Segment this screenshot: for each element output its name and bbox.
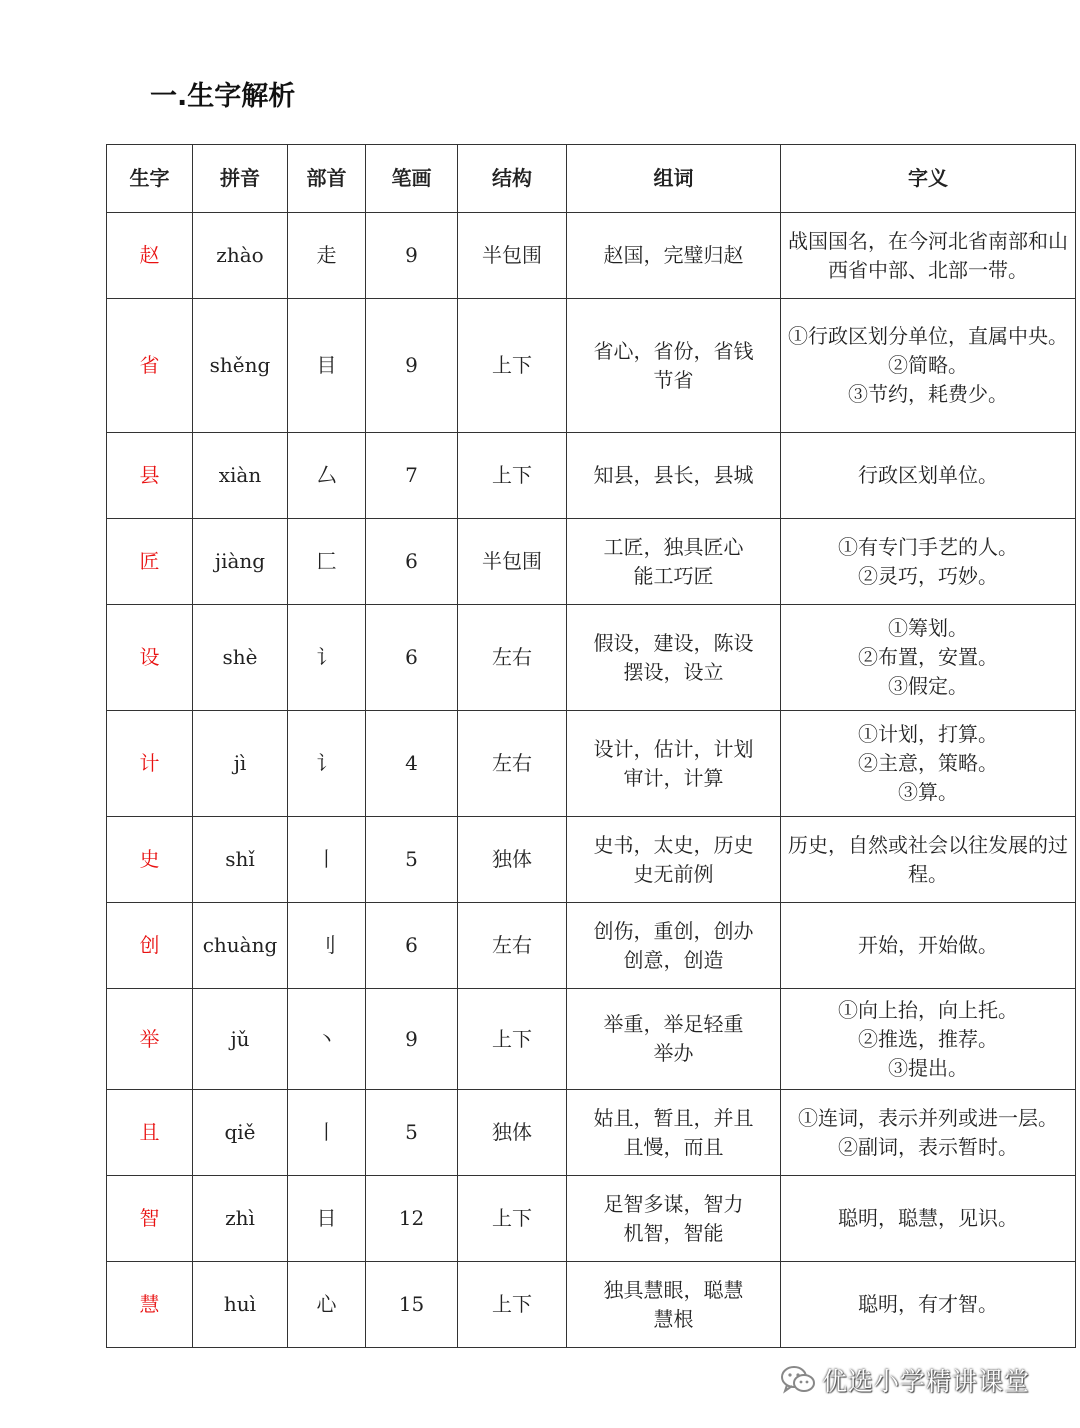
table-row — [107, 1176, 1076, 1262]
meaning-cell — [781, 605, 1076, 711]
table-body — [107, 213, 1076, 1348]
word-line: 摆设，设立 — [623, 659, 724, 684]
table-row — [107, 903, 1076, 989]
meaning-line: ①连词，表示并列或进一层。 — [798, 1105, 1058, 1130]
words-cell — [567, 711, 781, 817]
structure-cell: 独体 — [458, 1090, 567, 1176]
meaning-cell — [781, 519, 1076, 605]
pinyin-cell: jǔ — [193, 989, 288, 1090]
pinyin-cell: xiàn — [193, 433, 288, 519]
radical-cell: 走 — [288, 213, 366, 299]
word-line: 审计，计算 — [623, 765, 724, 790]
meaning-cell — [781, 903, 1076, 989]
word-line: 能工巧匠 — [633, 563, 714, 588]
meaning-line: ①计划，打算。 — [858, 722, 998, 746]
words-cell — [567, 817, 781, 903]
meaning-line: ③提出。 — [888, 1055, 968, 1080]
meaning-line: ③假定。 — [888, 674, 968, 698]
meaning-line: ②布置，安置。 — [858, 645, 998, 669]
pinyin-cell: shè — [193, 605, 288, 711]
structure-cell: 左右 — [458, 903, 567, 989]
header-meaning: 字义 — [781, 145, 1076, 213]
table-row — [107, 711, 1076, 817]
table-row — [107, 1262, 1076, 1348]
table-row — [107, 519, 1076, 605]
meaning-cell — [781, 299, 1076, 433]
meaning-cell — [781, 1262, 1076, 1348]
word-line: 知县，县长，县城 — [593, 463, 754, 487]
meaning-line: ②推选，推荐。 — [858, 1026, 998, 1051]
header-radical: 部首 — [288, 145, 366, 213]
header-strokes: 笔画 — [366, 145, 458, 213]
pinyin-cell: zhào — [193, 213, 288, 299]
words-cell — [567, 1090, 781, 1176]
character-cell: 举 — [107, 989, 193, 1090]
radical-cell: 丶 — [288, 989, 366, 1090]
character-cell: 慧 — [107, 1262, 193, 1348]
strokes-cell: 7 — [366, 433, 458, 519]
word-line: 举重，举足轻重 — [603, 1012, 744, 1036]
strokes-cell: 12 — [366, 1176, 458, 1262]
word-line: 创伤，重创，创办 — [593, 918, 754, 943]
structure-cell: 半包围 — [458, 519, 567, 605]
meaning-cell — [781, 433, 1076, 519]
radical-cell: 目 — [288, 299, 366, 433]
word-line: 足智多谋，智力 — [603, 1191, 744, 1216]
header-structure: 结构 — [458, 145, 567, 213]
meaning-line: ①筹划。 — [888, 616, 968, 640]
word-line: 且慢，而且 — [623, 1134, 724, 1159]
pinyin-cell: jì — [193, 711, 288, 817]
words-cell — [567, 989, 781, 1090]
strokes-cell: 15 — [366, 1262, 458, 1348]
radical-cell: 厶 — [288, 433, 366, 519]
character-cell: 县 — [107, 433, 193, 519]
meaning-line: ①行政区划分单位，直属中央。 — [788, 324, 1068, 348]
strokes-cell: 4 — [366, 711, 458, 817]
meaning-line: ②副词，表示暂时。 — [838, 1134, 1018, 1159]
meaning-line: ②灵巧，巧妙。 — [858, 563, 998, 588]
pinyin-cell: shěng — [193, 299, 288, 433]
word-line: 假设，建设，陈设 — [593, 630, 754, 655]
word-line: 设计，估计，计划 — [593, 736, 754, 761]
watermark — [780, 1363, 1030, 1397]
pinyin-cell: qiě — [193, 1090, 288, 1176]
structure-cell: 独体 — [458, 817, 567, 903]
meaning-line: 历史，自然或社会以往发展的过程。 — [788, 832, 1068, 886]
character-cell: 赵 — [107, 213, 193, 299]
structure-cell: 上下 — [458, 989, 567, 1090]
radical-cell: 丨 — [288, 1090, 366, 1176]
radical-cell: 讠 — [288, 605, 366, 711]
word-line: 节省 — [653, 367, 694, 392]
meaning-line: 行政区划单位。 — [858, 463, 998, 487]
strokes-cell: 5 — [366, 1090, 458, 1176]
watermark-text: 优选小学精讲课堂 — [822, 1367, 1031, 1396]
word-line: 姑且，暂且，并且 — [593, 1105, 754, 1130]
radical-cell: 匚 — [288, 519, 366, 605]
strokes-cell: 6 — [366, 605, 458, 711]
table-row — [107, 299, 1076, 433]
meaning-line: ③节约，耗费少。 — [848, 382, 1008, 406]
words-cell — [567, 213, 781, 299]
structure-cell: 上下 — [458, 299, 567, 433]
word-line: 独具慧眼，聪慧 — [603, 1277, 744, 1302]
structure-cell: 上下 — [458, 1262, 567, 1348]
strokes-cell: 6 — [366, 519, 458, 605]
structure-cell: 左右 — [458, 711, 567, 817]
structure-cell: 上下 — [458, 1176, 567, 1262]
strokes-cell: 6 — [366, 903, 458, 989]
meaning-cell — [781, 213, 1076, 299]
meaning-line: ①有专门手艺的人。 — [838, 534, 1018, 559]
word-line: 赵国，完璧归赵 — [603, 243, 744, 267]
radical-cell: 日 — [288, 1176, 366, 1262]
meaning-line: ③算。 — [898, 780, 958, 804]
meaning-line: 聪明，有才智。 — [858, 1292, 998, 1316]
header-words: 组词 — [567, 145, 781, 213]
radical-cell: 丨 — [288, 817, 366, 903]
character-cell: 省 — [107, 299, 193, 433]
meaning-cell — [781, 1090, 1076, 1176]
pinyin-cell: jiàng — [193, 519, 288, 605]
meaning-cell — [781, 817, 1076, 903]
meaning-line: 开始，开始做。 — [858, 933, 998, 957]
words-cell — [567, 903, 781, 989]
word-line: 工匠，独具匠心 — [603, 534, 744, 559]
table-row — [107, 605, 1076, 711]
character-cell: 匠 — [107, 519, 193, 605]
table-row — [107, 817, 1076, 903]
meaning-cell — [781, 711, 1076, 817]
structure-cell: 半包围 — [458, 213, 567, 299]
words-cell — [567, 1176, 781, 1262]
structure-cell: 上下 — [458, 433, 567, 519]
pinyin-cell: zhì — [193, 1176, 288, 1262]
radical-cell: 刂 — [288, 903, 366, 989]
vocabulary-table — [106, 144, 1076, 1348]
meaning-line: ②简略。 — [888, 353, 968, 377]
strokes-cell: 5 — [366, 817, 458, 903]
meaning-line: ①向上抬，向上托。 — [838, 997, 1018, 1022]
page-title: 一.生字解析 — [150, 81, 296, 112]
table-row — [107, 433, 1076, 519]
structure-cell: 左右 — [458, 605, 567, 711]
word-line: 慧根 — [653, 1306, 694, 1331]
pinyin-cell: chuàng — [193, 903, 288, 989]
word-line: 创意，创造 — [623, 947, 724, 972]
character-cell: 设 — [107, 605, 193, 711]
character-cell: 创 — [107, 903, 193, 989]
strokes-cell: 9 — [366, 299, 458, 433]
meaning-line: 聪明，聪慧，见识。 — [838, 1206, 1018, 1230]
radical-cell: 心 — [288, 1262, 366, 1348]
character-cell: 史 — [107, 817, 193, 903]
word-line: 机智，智能 — [623, 1220, 724, 1245]
words-cell — [567, 1262, 781, 1348]
character-cell: 且 — [107, 1090, 193, 1176]
words-cell — [567, 299, 781, 433]
words-cell — [567, 433, 781, 519]
character-cell: 计 — [107, 711, 193, 817]
table-row — [107, 989, 1076, 1090]
meaning-line: 战国国名，在今河北省南部和山西省中部、北部一带。 — [788, 228, 1068, 282]
header-char: 生字 — [107, 145, 193, 213]
table-row — [107, 213, 1076, 299]
pinyin-cell: shǐ — [193, 817, 288, 903]
meaning-cell — [781, 989, 1076, 1090]
table-row — [107, 1090, 1076, 1176]
wechat-icon — [780, 1365, 816, 1395]
character-cell: 智 — [107, 1176, 193, 1262]
word-line: 省心，省份，省钱 — [593, 338, 754, 363]
strokes-cell: 9 — [366, 989, 458, 1090]
words-cell — [567, 519, 781, 605]
meaning-line: ②主意，策略。 — [858, 751, 998, 775]
pinyin-cell: huì — [193, 1262, 288, 1348]
strokes-cell: 9 — [366, 213, 458, 299]
table-header-row — [107, 145, 1076, 213]
header-pinyin: 拼音 — [193, 145, 288, 213]
words-cell — [567, 605, 781, 711]
radical-cell: 讠 — [288, 711, 366, 817]
meaning-cell — [781, 1176, 1076, 1262]
word-line: 史无前例 — [633, 861, 714, 886]
word-line: 举办 — [653, 1041, 694, 1065]
word-line: 史书，太史，历史 — [593, 832, 754, 857]
